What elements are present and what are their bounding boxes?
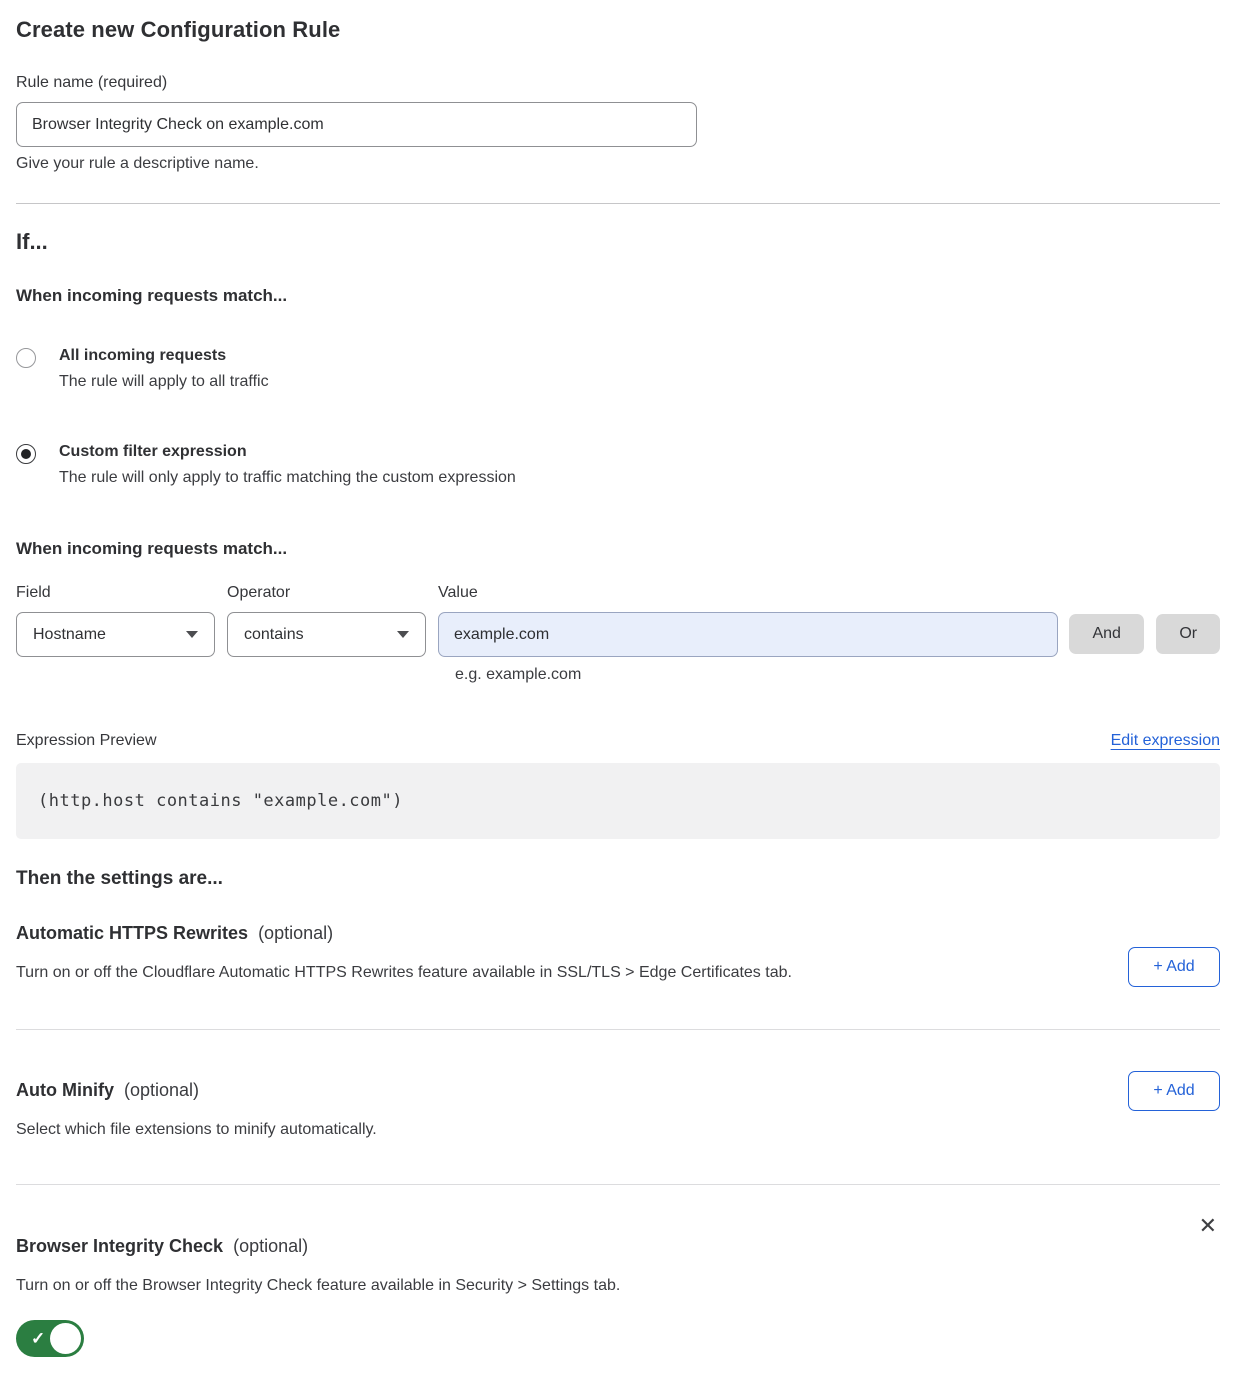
check-icon: ✓ [31,1328,46,1348]
field-select[interactable] [16,612,215,657]
setting-optional-tag: (optional) [124,1080,200,1100]
setting-title: Auto Minify [16,1080,114,1100]
field-label: Field [16,584,51,601]
then-settings-heading: Then the settings are... [16,868,223,889]
radio-option-all-incoming-requests[interactable] [16,347,1220,391]
value-input[interactable] [438,612,1058,657]
setting-optional-tag: (optional) [233,1236,309,1256]
operator-label: Operator [227,584,291,601]
browser-integrity-check-toggle[interactable] [16,1320,84,1357]
builder-heading: When incoming requests match... [16,539,288,558]
radio-option-label: Custom filter expression [59,443,247,460]
setting-optional-tag: (optional) [258,923,334,943]
page-title: Create new Configuration Rule [16,17,341,42]
radio-button-icon[interactable] [16,444,36,464]
value-label: Value [438,584,478,601]
setting-title: Browser Integrity Check [16,1236,224,1256]
radio-option-description: The rule will only apply to traffic matching the custom expression [59,469,516,486]
expression-builder-row [16,584,1220,657]
setting-description: Select which file extensions to minify automatically. [16,1121,377,1138]
expression-preview-box [16,763,1220,839]
radio-option-label: All incoming requests [59,347,227,364]
setting-description: Turn on or off the Browser Integrity Check feature available in Security > Settings tab. [16,1277,621,1294]
or-button[interactable]: Or [1156,614,1220,654]
expression-preview-label: Expression Preview [16,732,157,749]
close-icon[interactable]: ✕ [1198,1213,1217,1238]
chevron-down-icon [186,631,198,638]
setting-description: Turn on or off the Cloudflare Automatic HTTPS Rewrites feature available in SSL/TLS > Edge Certificates tab. [16,964,792,981]
add-automatic-https-rewrites-button[interactable]: + Add [1128,947,1220,987]
setting-section-automatic-https-rewrites [16,923,1220,1029]
rule-name-input[interactable] [16,102,697,147]
radio-option-description: The rule will apply to all traffic [59,373,269,390]
rule-name-label: Rule name (required) [16,74,168,91]
value-helper: e.g. example.com [455,666,582,683]
and-button[interactable]: And [1069,614,1144,654]
operator-select[interactable] [227,612,426,657]
chevron-down-icon [397,631,409,638]
divider [16,203,1220,204]
setting-section-auto-minify [16,1030,1220,1184]
field-select-value: Hostname [33,625,106,643]
setting-section-browser-integrity-check [16,1185,1220,1362]
if-heading: If... [16,229,48,254]
toggle-knob[interactable] [50,1323,81,1354]
match-heading: When incoming requests match... [16,286,288,305]
setting-title: Automatic HTTPS Rewrites [16,923,249,943]
rule-name-helper: Give your rule a descriptive name. [16,155,259,172]
expression-text: (http.host contains "example.com") [38,791,403,811]
radio-button-icon[interactable] [16,348,36,368]
operator-select-value: contains [244,625,304,643]
edit-expression-link[interactable]: Edit expression [1110,732,1220,749]
add-auto-minify-button[interactable]: + Add [1128,1071,1220,1111]
radio-option-custom-filter-expression[interactable] [16,443,1220,487]
